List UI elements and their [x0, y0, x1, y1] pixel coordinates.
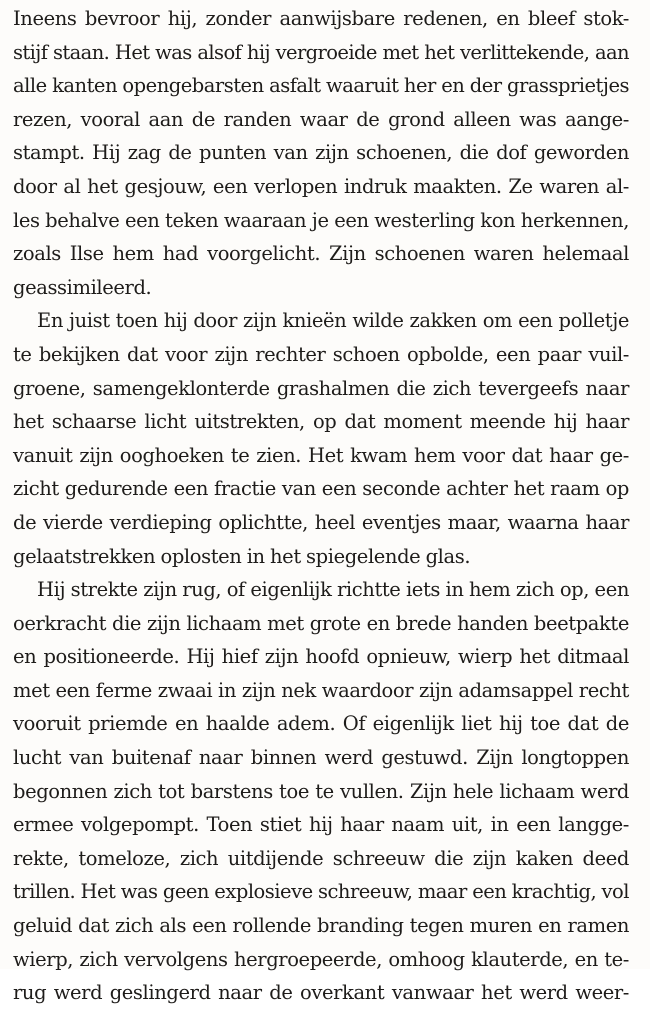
text-line: geluid dat zich als een rollende branding tegen muren en ramen — [13, 914, 629, 938]
text-line: begonnen zich tot barstens toe te vullen. Zijn hele lichaam werd — [13, 779, 629, 803]
text-line: rezen, vooral aan de randen waar de grond alleen was aange- — [13, 107, 629, 131]
text-line: alle kanten opengebarsten asfalt waaruit her en der grassprietjes — [13, 74, 629, 98]
text-line: lucht van buitenaf naar binnen werd gestuwd. Zijn longtoppen — [13, 746, 629, 770]
text-line: trillen. Het was geen explosieve schreeuw, maar een krachtig, vol — [13, 880, 629, 904]
text-line: gelaatstrekken oplosten in het spiegelende glas. — [13, 544, 471, 568]
text-line: rekte, tomeloze, zich uitdijende schreeuw die zijn kaken deed — [13, 846, 629, 870]
text-line: Hij strekte zijn rug, of eigenlijk richtte iets in hem zich op, een — [37, 578, 629, 602]
text-line: En juist toen hij door zijn knieën wilde zakken om een polletje — [37, 309, 629, 333]
text-line: zoals Ilse hem had voorgelicht. Zijn schoenen waren helemaal — [13, 242, 629, 266]
text-line: groene, samengeklonterde grashalmen die zich tevergeefs naar — [13, 376, 629, 400]
text-line: Ineens bevroor hij, zonder aanwijsbare redenen, en bleef stok- — [13, 7, 629, 30]
text-line: door al het gesjouw, een verlopen indruk maakten. Ze waren al- — [13, 174, 629, 198]
text-line: en positioneerde. Hij hief zijn hoofd opnieuw, wierp het ditmaal — [13, 645, 629, 669]
text-line: ermee volgepompt. Toen stiet hij haar naam uit, in een langge- — [13, 813, 629, 837]
text-line: te bekijken dat voor zijn rechter schoen opbolde, een paar vuil- — [13, 342, 629, 366]
text-line: vanuit zijn ooghoeken te zien. Het kwam hem voor dat haar ge- — [13, 443, 629, 467]
body-text — [13, 2, 629, 1010]
text-line: geassimileerd. — [13, 275, 152, 299]
text-line: vooruit priemde en haalde adem. Of eigenlijk liet hij toe dat de — [13, 712, 629, 736]
text-line: rug werd geslingerd naar de overkant vanwaar het werd weer- — [13, 981, 629, 1005]
text-line: stijf staan. Het was alsof hij vergroeide met het verlittekende, aan — [13, 40, 629, 64]
text-line: de vierde verdieping oplichtte, heel eventjes maar, waarna haar — [13, 510, 629, 534]
text-line: les behalve een teken waaraan je een westerling kon herkennen, — [13, 208, 629, 232]
text-line: oerkracht die zijn lichaam met grote en brede handen beetpakte — [13, 611, 629, 635]
text-line: stampt. Hij zag de punten van zijn schoenen, die dof geworden — [13, 141, 629, 165]
text-line: zicht gedurende een fractie van een seconde achter het raam op — [13, 477, 629, 501]
text-line: het schaarse licht uitstrekten, op dat moment meende hij haar — [13, 410, 629, 434]
text-line: met een ferme zwaai in zijn nek waardoor zijn adamsappel recht — [13, 678, 629, 702]
text-line: wierp, zich vervolgens hergroepeerde, omhoog klauterde, en te- — [13, 947, 629, 971]
